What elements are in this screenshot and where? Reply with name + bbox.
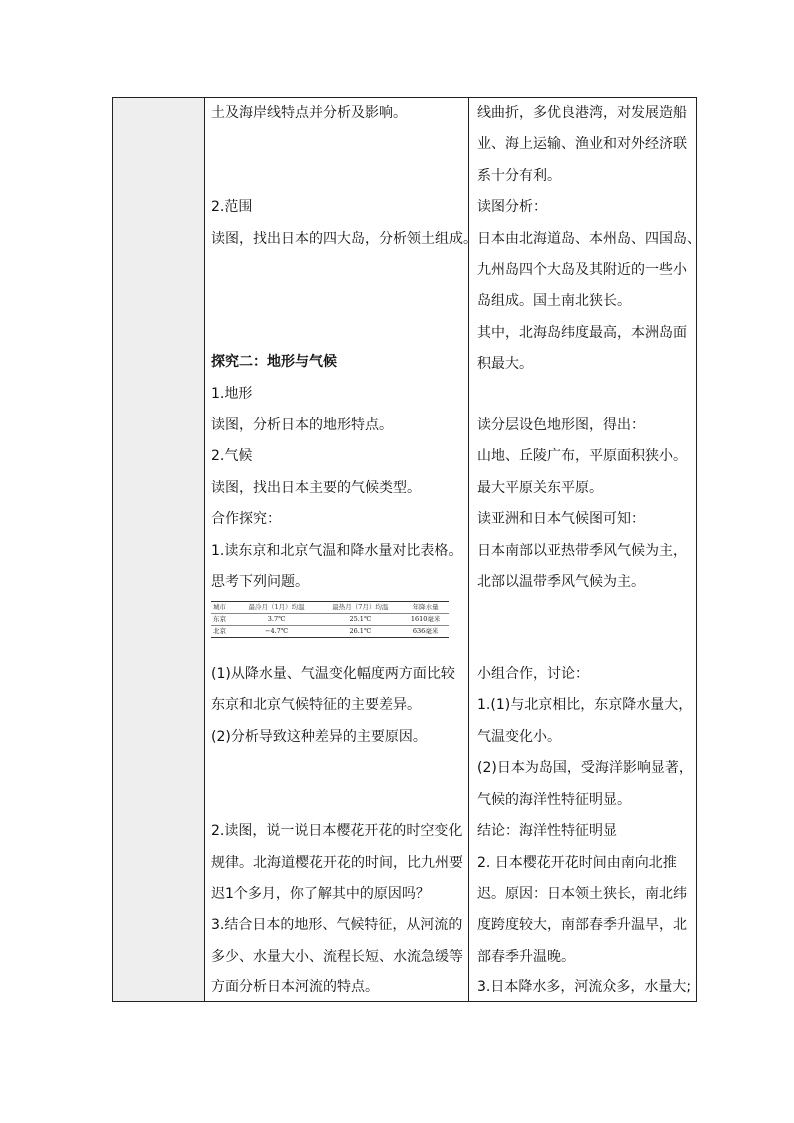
answer-line: 迟。原因：日本领土狭长，南北纬 bbox=[477, 886, 687, 902]
answer-line: 山地、丘陵广布，平原面积狭小。 bbox=[477, 448, 687, 464]
answer-line: (2)日本为岛国，受海洋影响显著， bbox=[477, 760, 693, 776]
table-cell: 北京 bbox=[211, 626, 235, 638]
activity-line: 读图，找出日本主要的气候类型。 bbox=[211, 480, 421, 496]
answer-line: 结论：海洋性特征明显 bbox=[477, 823, 617, 839]
answer-line: 业、海上运输、渔业和对外经济联 bbox=[477, 136, 687, 152]
activity-line: (2)分析导致这种差异的主要原因。 bbox=[211, 729, 427, 745]
answer-line: 度跨度较大，南部春季升温早，北 bbox=[477, 917, 687, 933]
answer-line: 九州岛四个大岛及其附近的一些小 bbox=[477, 262, 687, 278]
answer-line: 读分层设色地形图，得出： bbox=[477, 417, 645, 433]
lesson-table bbox=[112, 97, 701, 1002]
climate-comparison-table bbox=[211, 601, 449, 638]
table-cell: −4.7℃ bbox=[235, 626, 319, 638]
answer-line: 岛组成。国土南北狭长。 bbox=[477, 293, 631, 309]
table-header-cell: 城市 bbox=[211, 602, 235, 614]
table-cell: 26.1℃ bbox=[318, 626, 402, 638]
activity-line: 迟1个多月，你了解其中的原因吗？ bbox=[211, 886, 430, 902]
activity-column bbox=[205, 98, 477, 1001]
answer-line: 最大平原关东平原。 bbox=[477, 480, 603, 496]
activity-line: 1.地形 bbox=[211, 386, 253, 402]
section-heading: 探究二：地形与气候 bbox=[211, 354, 337, 370]
answer-line: 日本由北海道岛、本州岛、四国岛、 bbox=[477, 231, 701, 247]
answer-line: 读亚洲和日本气候图可知： bbox=[477, 511, 645, 527]
answer-line: 积最大。 bbox=[477, 356, 533, 372]
activity-line: 多少、水量大小、流程长短、水流急缓等 bbox=[211, 949, 463, 965]
answer-line: 2. 日本樱花开花时间由南向北推 bbox=[477, 855, 677, 871]
activity-line: 读图，分析日本的地形特点。 bbox=[211, 417, 393, 433]
activity-line: 读图，找出日本的四大岛，分析领土组成。 bbox=[211, 231, 477, 247]
table-cell: 3.7℃ bbox=[235, 614, 319, 626]
label-column bbox=[113, 98, 205, 1001]
table-cell: 636毫米 bbox=[402, 626, 449, 638]
answer-line: 气温变化小。 bbox=[477, 729, 561, 745]
answer-line: 气候的海洋性特征明显。 bbox=[477, 792, 631, 808]
activity-line: 方面分析日本河流的特点。 bbox=[211, 979, 379, 995]
activity-line: 规律。北海道樱花开花的时间，比九州要 bbox=[211, 855, 463, 871]
table-cell: 东京 bbox=[211, 614, 235, 626]
answer-line: 线曲折，多优良港湾，对发展造船 bbox=[477, 105, 687, 121]
table-header-cell: 最冷月（1月）均温 bbox=[235, 602, 319, 614]
answer-line: 其中，北海岛纬度最高，本洲岛面 bbox=[477, 325, 687, 341]
answer-line: 小组合作，讨论： bbox=[477, 666, 589, 682]
activity-line: (1)从降水量、气温变化幅度两方面比较 bbox=[211, 666, 455, 682]
answer-line: 3.日本降水多，河流众多，水量大; bbox=[477, 979, 692, 995]
activity-line: 2.读图，说一说日本樱花开花的时空变化 bbox=[211, 823, 463, 839]
activity-line: 东京和北京气候特征的主要差异。 bbox=[211, 697, 421, 713]
table-cell: 1610毫米 bbox=[402, 614, 449, 626]
activity-line: 2.气候 bbox=[211, 448, 253, 464]
activity-line: 2.范围 bbox=[211, 199, 253, 215]
table-cell: 25.1℃ bbox=[318, 614, 402, 626]
table-header-cell: 最热月（7月）均温 bbox=[318, 602, 402, 614]
answer-line: 日本南部以亚热带季风气候为主， bbox=[477, 543, 687, 559]
answer-line: 系十分有利。 bbox=[477, 168, 561, 184]
answer-column bbox=[469, 98, 701, 1001]
answer-line: 读图分析： bbox=[477, 199, 547, 215]
answer-line: 部春季升温晚。 bbox=[477, 949, 575, 965]
table-header-cell: 年降水量 bbox=[402, 602, 449, 614]
activity-line: 合作探究： bbox=[211, 511, 281, 527]
activity-line: 3.结合日本的地形、气候特征，从河流的 bbox=[211, 917, 463, 933]
activity-line: 1.读东京和北京气温和降水量对比表格。 bbox=[211, 543, 463, 559]
activity-line: 土及海岸线特点并分析及影响。 bbox=[211, 105, 407, 121]
table-row bbox=[211, 626, 449, 638]
answer-line: 北部以温带季风气候为主。 bbox=[477, 574, 645, 590]
table-row bbox=[211, 614, 449, 626]
table-header-row bbox=[211, 602, 449, 614]
activity-line: 思考下列问题。 bbox=[211, 574, 309, 590]
answer-line: 1.(1)与北京相比，东京降水量大， bbox=[477, 697, 693, 713]
